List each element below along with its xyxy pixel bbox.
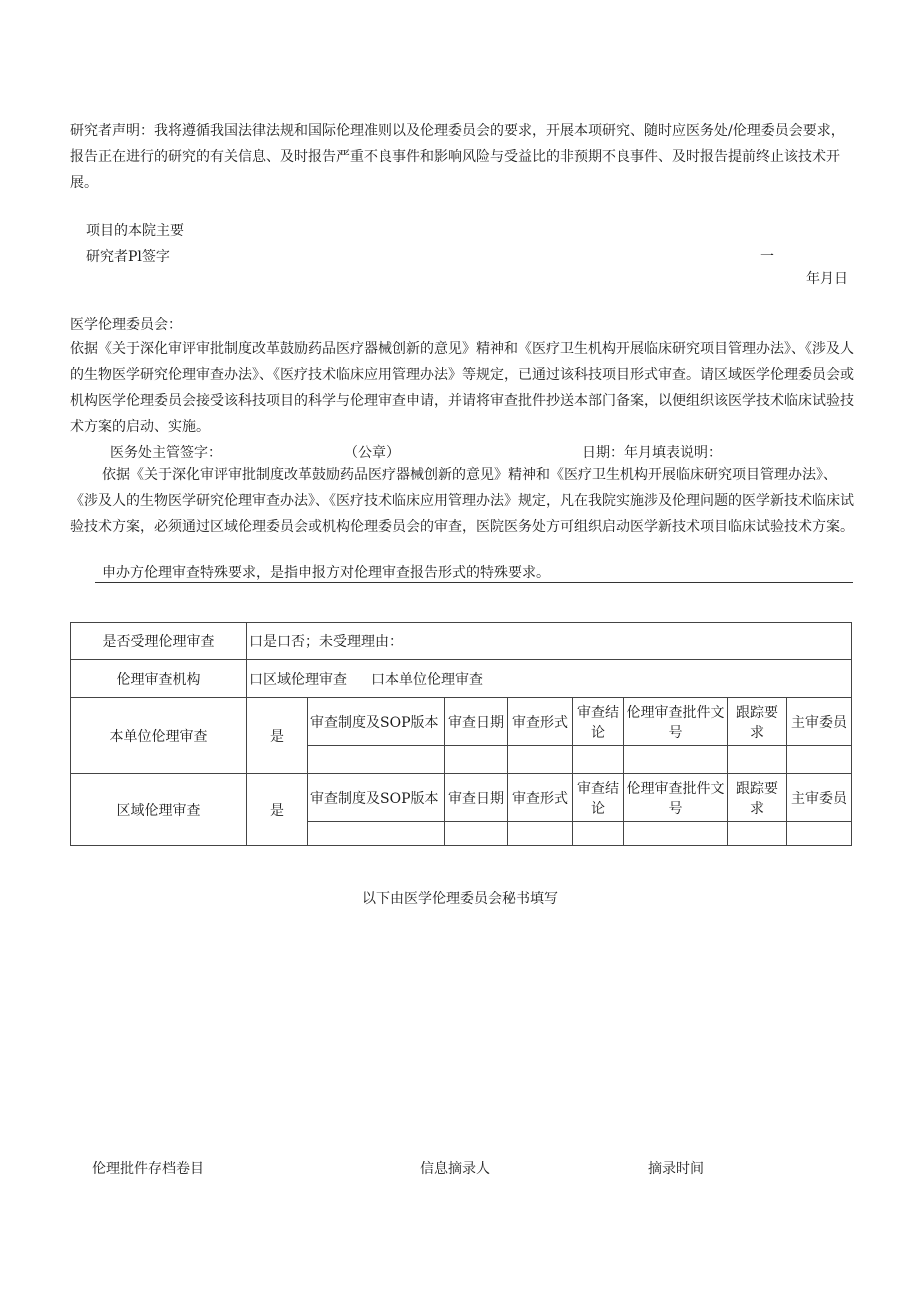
local-review-header-row	[71, 698, 852, 746]
input-cell[interactable]	[728, 822, 787, 846]
header-tracking-requirement: 跟踪要求	[728, 774, 787, 822]
instructions-paragraph: 依据《关于深化审评审批制度改革鼓励药品医疗器械创新的意见》精神和《医疗卫生机构开展临床研究项目管理办法》、《涉及人的生物医学研究伦理审查办法》、《医疗技术临床应用管理办法》规定，凡在我院实施涉及伦理问题的医学新技术临床试验技术方案，必须通过区域伦理委员会或机构伦理委员会的审查，医院医务处方可组织启动医学新技术项目临床试验技术方案。	[70, 467, 854, 535]
sponsor-requirements-note: 申办方伦理审查特殊要求，是指申报方对伦理审查报告形式的特殊要求。	[102, 565, 550, 581]
header-review-date: 审查日期	[445, 698, 508, 746]
input-cell[interactable]	[573, 822, 624, 846]
record-time-label: 摘录时间	[648, 1161, 704, 1177]
input-cell[interactable]	[787, 822, 852, 846]
local-review-checkbox[interactable]: 口本单位伦理审查	[371, 671, 483, 688]
accept-review-options[interactable]: 口是口否；未受理理由：	[247, 623, 852, 660]
input-cell[interactable]	[624, 822, 728, 846]
input-cell[interactable]	[508, 822, 573, 846]
regional-review-checkbox[interactable]: 口区域伦理审查	[249, 671, 347, 688]
input-cell[interactable]	[508, 746, 573, 774]
header-sop-version: 审查制度及SOP版本	[308, 698, 445, 746]
supervisor-sign-label: 医务处主管签字：	[110, 445, 222, 461]
committee-body: 依据《关于深化审评审批制度改革鼓励药品医疗器械创新的意见》精神和《医疗卫生机构开展临床研究项目管理办法》、《涉及人的生物医学研究伦理审查办法》、《医疗技术临床应用管理办法》等规定，已通过该科技项目形式审查。请区域医学伦理委员会或机构医学伦理委员会接受该科技项目的科学与伦理审查申请，并请将审查批件抄送本部门备案，以便组织该医学技术临床试验技术方案的启动、实施。	[70, 341, 854, 435]
header-chief-reviewer: 主审委员	[787, 698, 852, 746]
input-cell[interactable]	[573, 746, 624, 774]
secretary-fill-note: 以下由医学伦理委员会秘书填写	[362, 891, 558, 907]
input-cell[interactable]	[787, 746, 852, 774]
pi-sign-date: 年月日	[806, 271, 848, 287]
input-cell[interactable]	[624, 746, 728, 774]
committee-title: 医学伦理委员会：	[70, 317, 182, 333]
header-approval-number: 伦理审查批件文号	[624, 698, 728, 746]
header-sop-version: 审查制度及SOP版本	[308, 774, 445, 822]
accept-review-label: 是否受理伦理审查	[71, 623, 247, 660]
regional-review-label: 区域伦理审查	[71, 774, 247, 846]
header-review-conclusion: 审查结论	[573, 774, 624, 822]
regional-review-header-row	[71, 774, 852, 822]
input-cell[interactable]	[445, 822, 508, 846]
pi-sign-dash: 一	[760, 249, 774, 265]
official-seal-label: （公章）	[344, 445, 400, 461]
header-review-conclusion: 审查结论	[573, 698, 624, 746]
info-recorder-label: 信息摘录人	[420, 1161, 490, 1177]
archive-volume-label: 伦理批件存档卷目	[92, 1161, 204, 1177]
header-approval-number: 伦理审查批件文号	[624, 774, 728, 822]
regional-review-yes: 是	[247, 774, 308, 846]
local-review-label: 本单位伦理审查	[71, 698, 247, 774]
header-tracking-requirement: 跟踪要求	[728, 698, 787, 746]
input-cell[interactable]	[308, 746, 445, 774]
researcher-declaration: 研究者声明：我将遵循我国法律法规和国际伦理准则以及伦理委员会的要求，开展本项研究、随时应医务处/伦理委员会要求，报告正在进行的研究的有关信息、及时报告严重不良事件和影响风险与受益比的非预期不良事件、及时报告提前终止该技术开展。	[70, 123, 845, 191]
header-review-form: 审查形式	[508, 698, 573, 746]
header-review-form: 审查形式	[508, 774, 573, 822]
header-chief-reviewer: 主审委员	[787, 774, 852, 822]
input-cell[interactable]	[728, 746, 787, 774]
review-org-options	[247, 660, 852, 698]
input-cell[interactable]	[445, 746, 508, 774]
pi-sign-label-line2: 研究者Pl签字	[86, 249, 170, 265]
accept-review-row	[71, 623, 852, 660]
local-review-yes: 是	[247, 698, 308, 774]
date-and-instructions-label: 日期：年月填表说明：	[582, 445, 722, 461]
review-org-row	[71, 660, 852, 698]
divider-line	[95, 582, 853, 583]
header-review-date: 审查日期	[445, 774, 508, 822]
input-cell[interactable]	[308, 822, 445, 846]
ethics-review-table	[70, 622, 852, 846]
review-org-label: 伦理审查机构	[71, 660, 247, 698]
pi-sign-label-line1: 项目的本院主要	[86, 223, 184, 239]
